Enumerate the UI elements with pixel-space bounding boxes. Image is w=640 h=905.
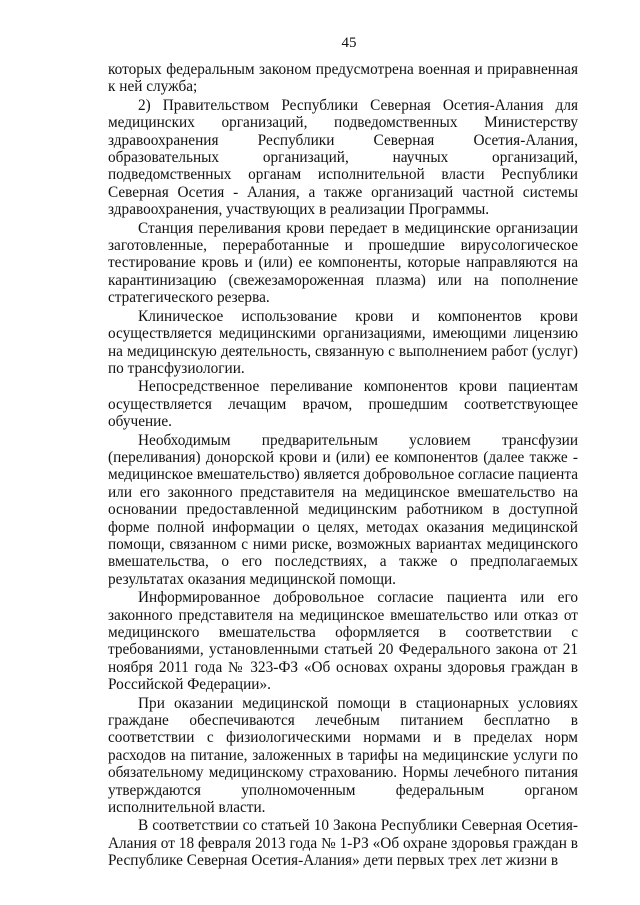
paragraph: которых федеральным законом предусмотрена военная и приравненная к ней служба; (108, 61, 578, 96)
paragraph: Клиническое использование крови и компонентов крови осуществляется медицинскими организациями, имеющими лицензию на медицинскую деятельность, связанную с выполнением работ (услуг) по трансфузиологии. (108, 307, 578, 377)
document-body (108, 61, 578, 870)
document-page (108, 34, 578, 871)
paragraph: В соответствии со статьей 10 Закона Республики Северная Осетия-Алания от 18 февраля 2013 года № 1-РЗ «Об охране здоровья граждан в Республике Северная Осетия-Алания» дети первых трех лет жизни в (108, 817, 578, 870)
paragraph: Информированное добровольное согласие пациента или его законного представителя на медицинское вмешательство или отказ от медицинского вмешательства оформляется в соответствии с требованиями, установленными статьей 20 Федерального закона от 21 ноября 2011 года № 323-ФЗ «Об основах охраны здоровья граждан в Российской Федерации». (108, 589, 578, 694)
paragraph: Станция переливания крови передает в медицинские организации заготовленные, переработанные и прошедшие вирусологическое тестирование кровь и (или) ее компоненты, которые направляются на карантинизацию (свежезамороженная плазма) или на пополнение стратегического резерва. (108, 219, 578, 307)
paragraph: 2) Правительством Республики Северная Осетия-Алания для медицинских организаций, подведомственных Министерству здравоохранения Республики Северная Осетия-Алания, образовательных организаций, научных организаций, подведомственных органам исполнительной власти Республики Северная Осетия - Алания, а также организаций частной системы здравоохранения, участвующих в реализации Программы. (108, 96, 578, 219)
paragraph: Непосредственное переливание компонентов крови пациентам осуществляется лечащим врачом, прошедшим соответствующее обучение. (108, 378, 578, 431)
paragraph: При оказании медицинской помощи в стационарных условиях граждане обеспечиваются лечебным питанием бесплатно в соответствии с физиологическими нормами и в пределах норм расходов на питание, заложенных в тарифы на медицинские услуги по обязательному медицинскому страхованию. Нормы лечебного питания утверждаются уполномоченным федеральным органом исполнительной власти. (108, 694, 578, 817)
page-number: 45 (341, 35, 357, 51)
paragraph: Необходимым предварительным условием трансфузии (переливания) донорской крови и (или) ее компонентов (далее также - медицинское вмешательство) является добровольное согласие пациента или его законного представителя на медицинское вмешательство на основании предоставленной медицинским работником в доступной форме полной информации о целях, методах оказания медицинской помощи, связанном с ними риске, возможных вариантах медицинского вмешательства, о его последствиях, а также о предполагаемых результатах оказания медицинской помощи. (108, 431, 578, 588)
